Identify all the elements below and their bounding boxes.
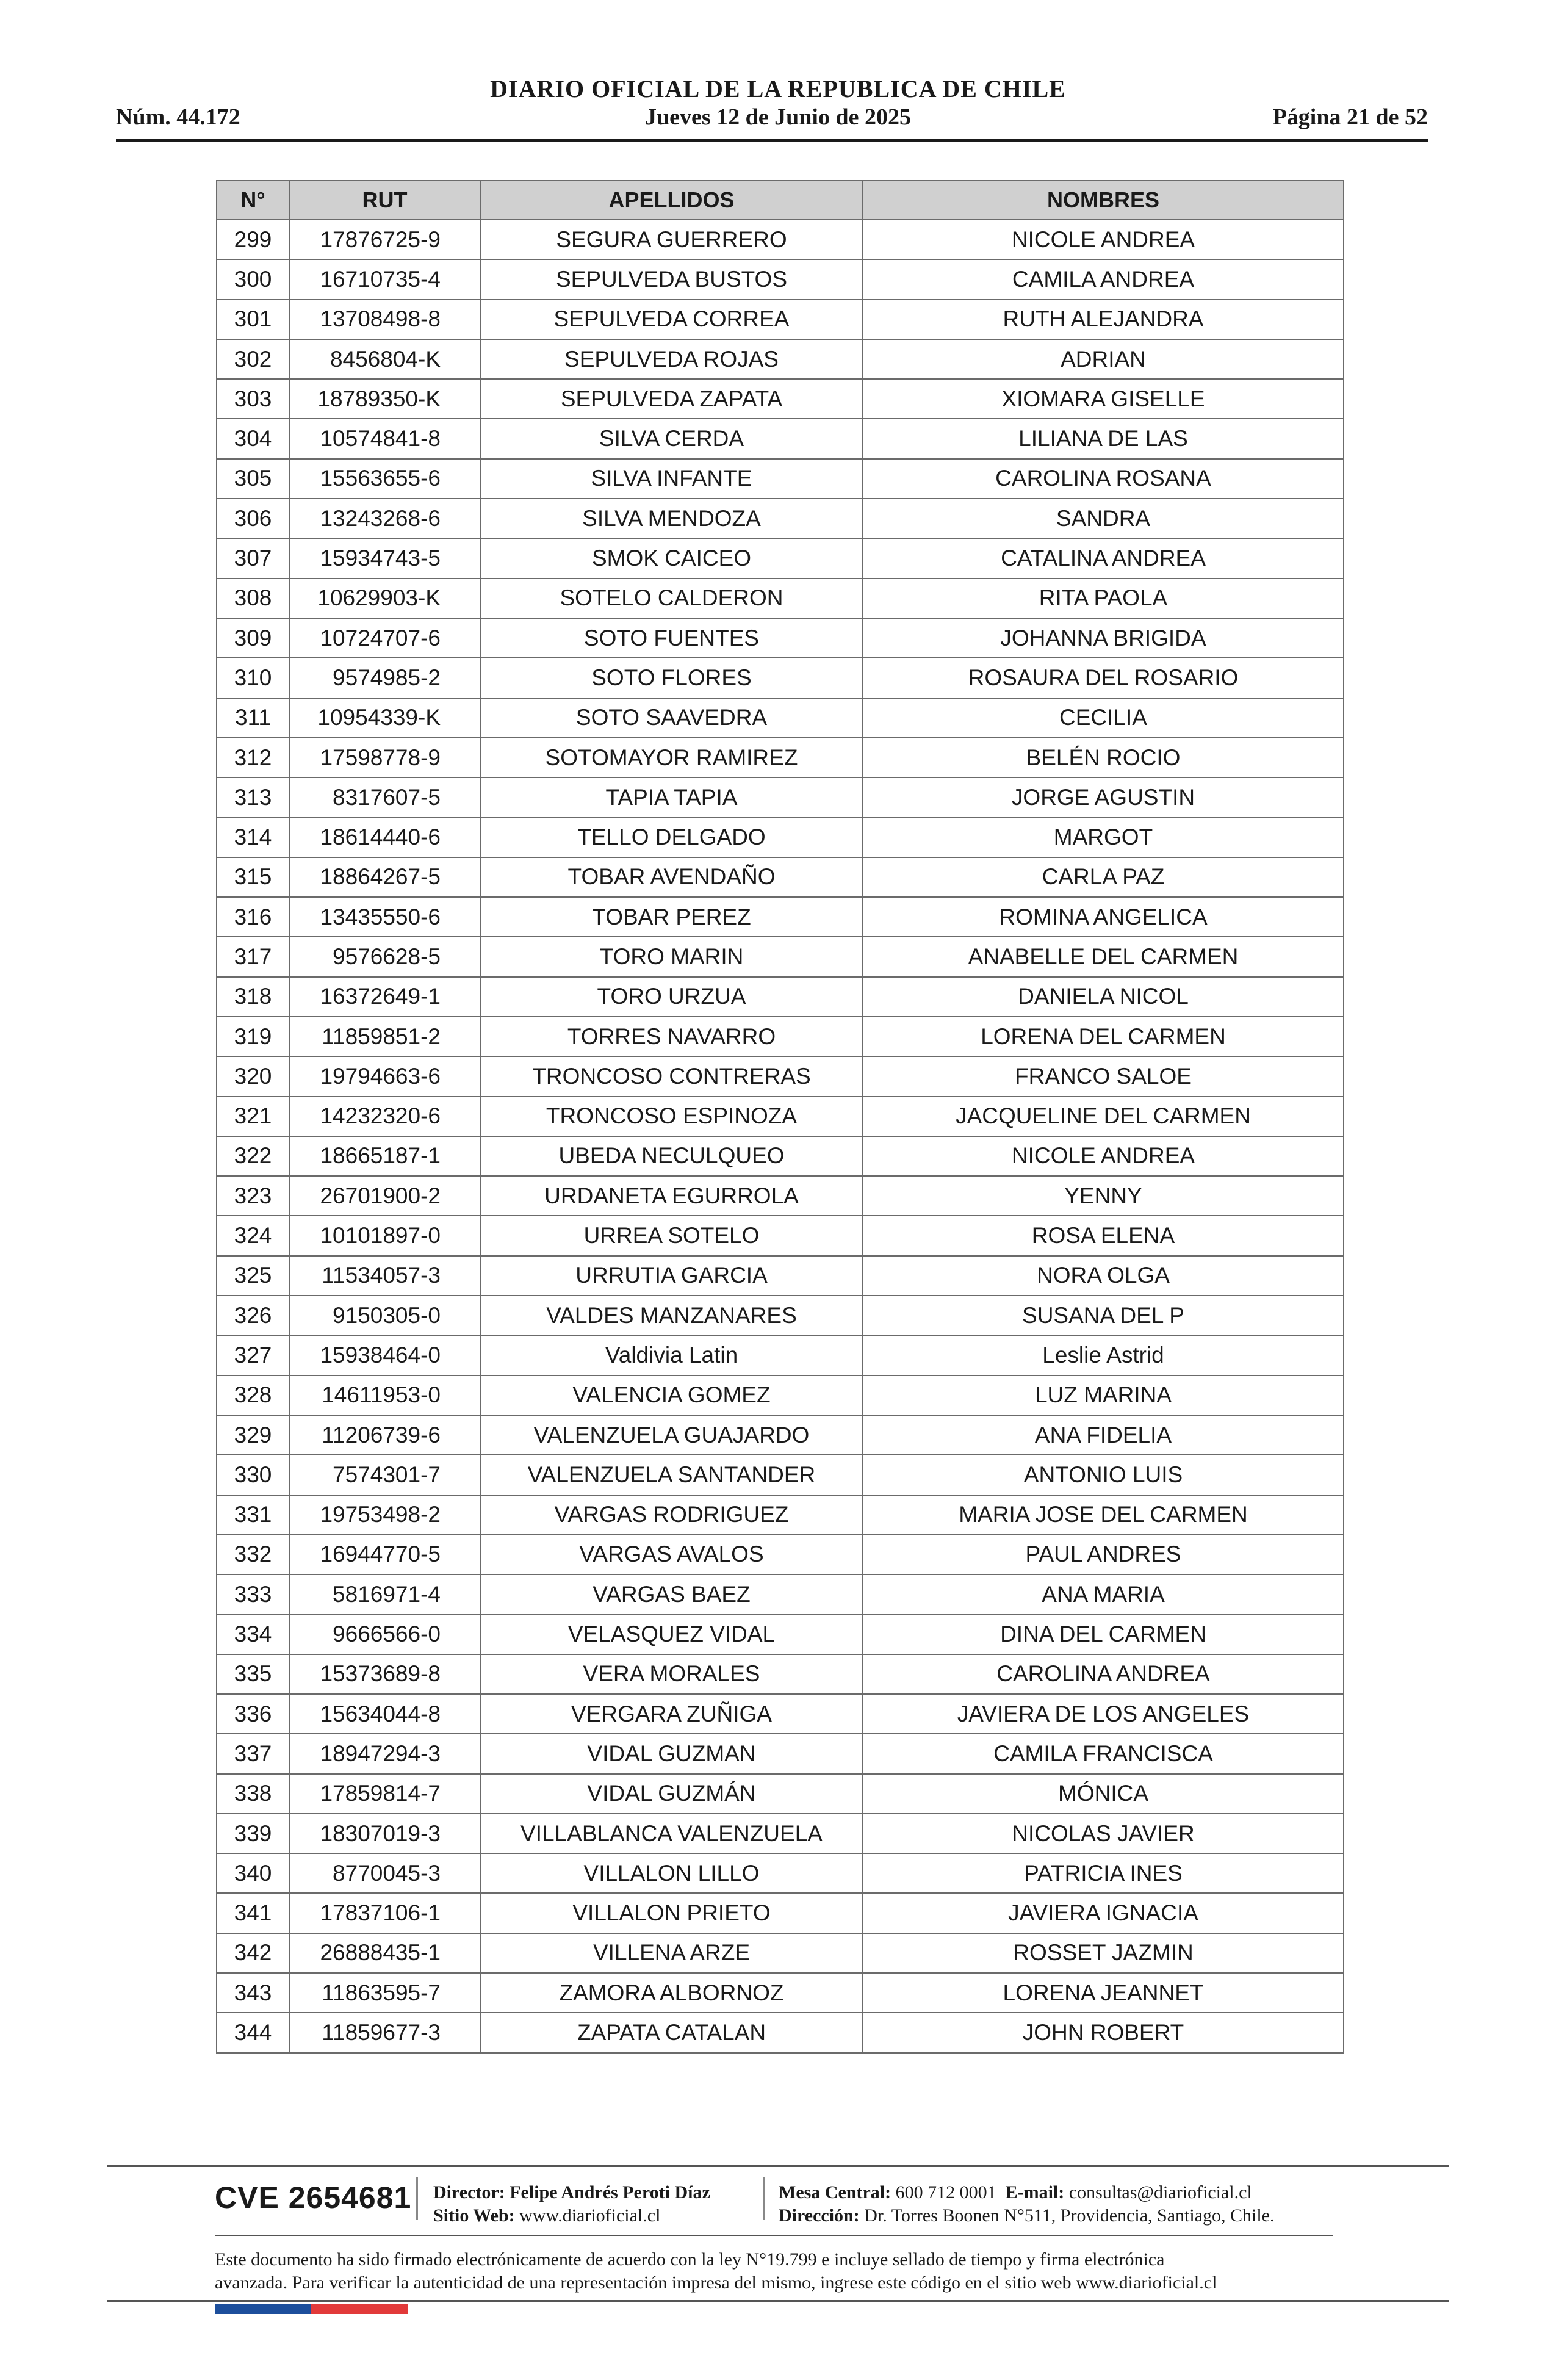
email-link[interactable]: consultas@diarioficial.cl [1068,2182,1252,2202]
cell-nombres: XIOMARA GISELLE [863,379,1344,419]
cell-rut: 15934743-5 [289,538,480,578]
table-row [217,1017,1344,1056]
cell-apellidos: SEPULVEDA ZAPATA [480,379,863,419]
table-row [217,1256,1344,1296]
cell-rut: 18789350-K [289,379,480,419]
table-row [217,538,1344,578]
cell-apellidos: VALENZUELA SANTANDER [480,1455,863,1495]
cell-row-number: 326 [217,1296,289,1335]
cell-nombres: CECILIA [863,698,1344,738]
cell-rut: 9574985-2 [289,658,480,698]
table-row [217,220,1344,259]
cve-code: CVE 2654681 [215,2180,412,2215]
footer-divider-middle [215,2235,1333,2236]
cell-row-number: 327 [217,1335,289,1375]
cell-apellidos: VERA MORALES [480,1654,863,1694]
table-row [217,339,1344,379]
table-row [217,1176,1344,1216]
cell-apellidos: SOTO FUENTES [480,618,863,658]
cell-row-number: 303 [217,379,289,419]
cell-rut: 8317607-5 [289,777,480,817]
cell-apellidos: SOTO SAAVEDRA [480,698,863,738]
cell-apellidos: TORRES NAVARRO [480,1017,863,1056]
table-row [217,1097,1344,1136]
cell-row-number: 329 [217,1415,289,1455]
cell-rut: 10954339-K [289,698,480,738]
cell-apellidos: VIDAL GUZMAN [480,1734,863,1773]
cell-nombres: LILIANA DE LAS [863,419,1344,458]
cell-apellidos: SOTO FLORES [480,658,863,698]
cell-row-number: 325 [217,1256,289,1296]
cell-rut: 18614440-6 [289,817,480,857]
cell-rut: 13435550-6 [289,897,480,937]
cell-apellidos: SILVA CERDA [480,419,863,458]
cell-rut: 11859677-3 [289,2013,480,2052]
cell-row-number: 336 [217,1694,289,1734]
email-label: E-mail: [1005,2182,1065,2202]
cell-apellidos: SEPULVEDA CORREA [480,300,863,339]
cell-rut: 18864267-5 [289,857,480,897]
website-label: Sitio Web: [433,2205,515,2226]
cell-row-number: 317 [217,937,289,976]
table-row [217,698,1344,738]
cell-apellidos: ZAMORA ALBORNOZ [480,1973,863,2013]
cell-row-number: 343 [217,1973,289,2013]
cell-nombres: BELÉN ROCIO [863,738,1344,777]
table-row [217,1136,1344,1176]
cell-apellidos: URRUTIA GARCIA [480,1256,863,1296]
cell-nombres: SUSANA DEL P [863,1296,1344,1335]
director-name: Felipe Andrés Peroti Díaz [510,2182,710,2202]
cell-rut: 19794663-6 [289,1056,480,1096]
table-row [217,1614,1344,1654]
cell-nombres: CAMILA ANDREA [863,259,1344,299]
footer-director-block [433,2181,710,2227]
phone-value: 600 712 0001 [895,2182,996,2202]
cell-rut: 10101897-0 [289,1216,480,1255]
cell-nombres: CAMILA FRANCISCA [863,1734,1344,1773]
cell-rut: 9576628-5 [289,937,480,976]
header-divider [116,139,1428,142]
flag-bar-blue [215,2304,311,2314]
page-indicator: Página 21 de 52 [1272,104,1428,130]
cell-rut: 9150305-0 [289,1296,480,1335]
cell-rut: 15373689-8 [289,1654,480,1694]
table-row [217,1216,1344,1255]
cell-nombres: NORA OLGA [863,1256,1344,1296]
cell-apellidos: UBEDA NECULQUEO [480,1136,863,1176]
cell-row-number: 335 [217,1654,289,1694]
table-row [217,579,1344,618]
table-row [217,1694,1344,1734]
cell-row-number: 342 [217,1933,289,1973]
table-row [217,1933,1344,1973]
column-header-number: N° [217,181,289,220]
cell-row-number: 331 [217,1495,289,1535]
cell-row-number: 321 [217,1097,289,1136]
cell-row-number: 309 [217,618,289,658]
cell-apellidos: SEGURA GUERRERO [480,220,863,259]
cell-apellidos: VALDES MANZANARES [480,1296,863,1335]
cell-row-number: 306 [217,499,289,538]
cell-rut: 16944770-5 [289,1535,480,1574]
cell-rut: 17598778-9 [289,738,480,777]
issue-number: Núm. 44.172 [116,104,240,130]
cell-rut: 15938464-0 [289,1335,480,1375]
table-row [217,1853,1344,1893]
cell-apellidos: TOBAR AVENDAÑO [480,857,863,897]
cell-row-number: 304 [217,419,289,458]
cell-row-number: 312 [217,738,289,777]
footer-separator [416,2177,418,2220]
cell-row-number: 330 [217,1455,289,1495]
table-row [217,1774,1344,1814]
table-row [217,937,1344,976]
cell-rut: 10574841-8 [289,419,480,458]
cell-rut: 26701900-2 [289,1176,480,1216]
cell-rut: 17876725-9 [289,220,480,259]
cell-nombres: Leslie Astrid [863,1335,1344,1375]
cell-nombres: RITA PAOLA [863,579,1344,618]
cell-apellidos: TORO URZUA [480,977,863,1017]
cell-row-number: 314 [217,817,289,857]
cell-apellidos: VILLABLANCA VALENZUELA [480,1814,863,1853]
cell-row-number: 332 [217,1535,289,1574]
cell-rut: 11863595-7 [289,1973,480,2013]
cell-nombres: NICOLAS JAVIER [863,1814,1344,1853]
cell-apellidos: URREA SOTELO [480,1216,863,1255]
cell-row-number: 339 [217,1814,289,1853]
cell-apellidos: ZAPATA CATALAN [480,2013,863,2052]
table-row [217,1376,1344,1415]
cell-rut: 10629903-K [289,579,480,618]
cell-rut: 11859851-2 [289,1017,480,1056]
issue-date: Jueves 12 de Junio de 2025 [645,104,911,130]
table-row [217,897,1344,937]
cell-nombres: RUTH ALEJANDRA [863,300,1344,339]
phone-label: Mesa Central: [779,2182,891,2202]
cell-apellidos: SEPULVEDA BUSTOS [480,259,863,299]
table-row [217,499,1344,538]
cell-row-number: 334 [217,1614,289,1654]
cell-nombres: ROSAURA DEL ROSARIO [863,658,1344,698]
cell-rut: 16372649-1 [289,977,480,1017]
cell-nombres: DINA DEL CARMEN [863,1614,1344,1654]
table-row [217,459,1344,499]
cell-row-number: 340 [217,1853,289,1893]
cell-rut: 13708498-8 [289,300,480,339]
table-row [217,419,1344,458]
cell-apellidos: TRONCOSO CONTRERAS [480,1056,863,1096]
cell-rut: 15563655-6 [289,459,480,499]
table-row [217,977,1344,1017]
cell-rut: 9666566-0 [289,1614,480,1654]
cell-apellidos: VIDAL GUZMÁN [480,1774,863,1814]
cell-nombres: ANA FIDELIA [863,1415,1344,1455]
cell-apellidos: Valdivia Latin [480,1335,863,1375]
table-row [217,1495,1344,1535]
cell-nombres: MÓNICA [863,1774,1344,1814]
cell-rut: 7574301-7 [289,1455,480,1495]
flag-bar-red [311,2304,408,2314]
cell-row-number: 307 [217,538,289,578]
table-row [217,259,1344,299]
director-label: Director: [433,2182,505,2202]
table-row [217,738,1344,777]
cell-row-number: 318 [217,977,289,1017]
cell-row-number: 328 [217,1376,289,1415]
footer-divider-top [107,2165,1449,2167]
table-row [217,1056,1344,1096]
table-row [217,1455,1344,1495]
table-header-row [217,181,1344,220]
table-row [217,1893,1344,1933]
cell-nombres: CAROLINA ANDREA [863,1654,1344,1694]
table-row [217,1654,1344,1694]
cell-nombres: JAVIERA DE LOS ANGELES [863,1694,1344,1734]
cell-nombres: MARGOT [863,817,1344,857]
table-row [217,1574,1344,1614]
address-label: Dirección: [779,2205,860,2226]
cell-row-number: 310 [217,658,289,698]
cell-row-number: 308 [217,579,289,618]
cell-nombres: ROSSET JAZMIN [863,1933,1344,1973]
cell-apellidos: SEPULVEDA ROJAS [480,339,863,379]
table-row [217,300,1344,339]
cell-nombres: CATALINA ANDREA [863,538,1344,578]
cell-rut: 15634044-8 [289,1694,480,1734]
cell-apellidos: VARGAS AVALOS [480,1535,863,1574]
cell-apellidos: VARGAS RODRIGUEZ [480,1495,863,1535]
table-row [217,1535,1344,1574]
column-header-rut: RUT [289,181,480,220]
cell-nombres: NICOLE ANDREA [863,1136,1344,1176]
cell-row-number: 302 [217,339,289,379]
cell-row-number: 311 [217,698,289,738]
cell-nombres: ANTONIO LUIS [863,1455,1344,1495]
cell-row-number: 344 [217,2013,289,2052]
cell-nombres: DANIELA NICOL [863,977,1344,1017]
website-link[interactable]: www.diarioficial.cl [519,2205,661,2226]
cell-apellidos: VALENCIA GOMEZ [480,1376,863,1415]
cell-apellidos: TELLO DELGADO [480,817,863,857]
table-row [217,1335,1344,1375]
cell-apellidos: TOBAR PEREZ [480,897,863,937]
table-row [217,777,1344,817]
footer-contact-block [779,2181,1275,2227]
legal-notice-line: avanzada. Para verificar la autenticidad de una representación impresa del mismo, ingrese este código en el sitio web www.diarioficial.cl [215,2273,1217,2293]
cell-nombres: CARLA PAZ [863,857,1344,897]
cell-nombres: ANA MARIA [863,1574,1344,1614]
newspaper-title: DIARIO OFICIAL DE LA REPUBLICA DE CHILE [490,75,1066,103]
cell-rut: 5816971-4 [289,1574,480,1614]
cell-row-number: 300 [217,259,289,299]
legal-notice [215,2248,1374,2295]
cell-row-number: 322 [217,1136,289,1176]
table-row [217,1415,1344,1455]
cell-rut: 17837106-1 [289,1893,480,1933]
cell-nombres: SANDRA [863,499,1344,538]
cell-rut: 19753498-2 [289,1495,480,1535]
table-row [217,1296,1344,1335]
cell-row-number: 319 [217,1017,289,1056]
table-row [217,379,1344,419]
cell-row-number: 305 [217,459,289,499]
cell-rut: 18947294-3 [289,1734,480,1773]
table-row [217,1734,1344,1773]
cell-apellidos: VERGARA ZUÑIGA [480,1694,863,1734]
cell-nombres: PAUL ANDRES [863,1535,1344,1574]
address-value: Dr. Torres Boonen N°511, Providencia, Santiago, Chile. [864,2205,1275,2226]
cell-apellidos: VELASQUEZ VIDAL [480,1614,863,1654]
table-row [217,658,1344,698]
cell-apellidos: URDANETA EGURROLA [480,1176,863,1216]
cell-apellidos: VILLALON PRIETO [480,1893,863,1933]
table-body [217,220,1344,2053]
cell-nombres: YENNY [863,1176,1344,1216]
cell-nombres: ANABELLE DEL CARMEN [863,937,1344,976]
cell-row-number: 341 [217,1893,289,1933]
cell-nombres: JACQUELINE DEL CARMEN [863,1097,1344,1136]
cell-row-number: 301 [217,300,289,339]
cell-rut: 18665187-1 [289,1136,480,1176]
cell-rut: 17859814-7 [289,1774,480,1814]
cell-row-number: 299 [217,220,289,259]
cell-nombres: LORENA DEL CARMEN [863,1017,1344,1056]
cell-row-number: 316 [217,897,289,937]
footer-divider-bottom [107,2300,1449,2302]
cell-row-number: 315 [217,857,289,897]
cell-apellidos: SOTOMAYOR RAMIREZ [480,738,863,777]
cell-row-number: 320 [217,1056,289,1096]
cell-nombres: ADRIAN [863,339,1344,379]
cell-rut: 18307019-3 [289,1814,480,1853]
legal-notice-line: Este documento ha sido firmado electrónicamente de acuerdo con la ley N°19.799 e incluye sellado de tiempo y firma electrónica [215,2249,1165,2270]
cell-rut: 16710735-4 [289,259,480,299]
cell-rut: 14232320-6 [289,1097,480,1136]
cell-nombres: JORGE AGUSTIN [863,777,1344,817]
table-row [217,2013,1344,2052]
column-header-nombres: NOMBRES [863,181,1344,220]
cell-apellidos: VALENZUELA GUAJARDO [480,1415,863,1455]
cell-apellidos: TORO MARIN [480,937,863,976]
cell-nombres: ROMINA ANGELICA [863,897,1344,937]
footer-separator [763,2177,765,2220]
cell-apellidos: VILLALON LILLO [480,1853,863,1893]
cell-nombres: FRANCO SALOE [863,1056,1344,1096]
cell-apellidos: SOTELO CALDERON [480,579,863,618]
cell-row-number: 323 [217,1176,289,1216]
cell-apellidos: SILVA MENDOZA [480,499,863,538]
cell-nombres: PATRICIA INES [863,1853,1344,1893]
column-header-apellidos: APELLIDOS [480,181,863,220]
cell-rut: 14611953-0 [289,1376,480,1415]
cell-nombres: NICOLE ANDREA [863,220,1344,259]
cell-rut: 10724707-6 [289,618,480,658]
cell-apellidos: TAPIA TAPIA [480,777,863,817]
cell-rut: 26888435-1 [289,1933,480,1973]
cell-apellidos: SMOK CAICEO [480,538,863,578]
cell-nombres: CAROLINA ROSANA [863,459,1344,499]
cell-row-number: 337 [217,1734,289,1773]
cell-apellidos: SILVA INFANTE [480,459,863,499]
cell-row-number: 313 [217,777,289,817]
cell-nombres: JOHN ROBERT [863,2013,1344,2052]
cell-nombres: JAVIERA IGNACIA [863,1893,1344,1933]
cell-row-number: 333 [217,1574,289,1614]
cell-apellidos: TRONCOSO ESPINOZA [480,1097,863,1136]
cell-nombres: LUZ MARINA [863,1376,1344,1415]
table-row [217,817,1344,857]
cell-apellidos: VARGAS BAEZ [480,1574,863,1614]
cell-apellidos: VILLENA ARZE [480,1933,863,1973]
cell-rut: 8770045-3 [289,1853,480,1893]
cell-nombres: ROSA ELENA [863,1216,1344,1255]
cell-row-number: 338 [217,1774,289,1814]
table-row [217,857,1344,897]
cell-rut: 13243268-6 [289,499,480,538]
cell-rut: 11206739-6 [289,1415,480,1455]
table-row [217,1973,1344,2013]
cell-rut: 8456804-K [289,339,480,379]
table-row [217,1814,1344,1853]
cell-rut: 11534057-3 [289,1256,480,1296]
table-row [217,618,1344,658]
cell-nombres: LORENA JEANNET [863,1973,1344,2013]
cell-nombres: MARIA JOSE DEL CARMEN [863,1495,1344,1535]
roster-table [216,180,1344,2054]
cell-nombres: JOHANNA BRIGIDA [863,618,1344,658]
cell-row-number: 324 [217,1216,289,1255]
